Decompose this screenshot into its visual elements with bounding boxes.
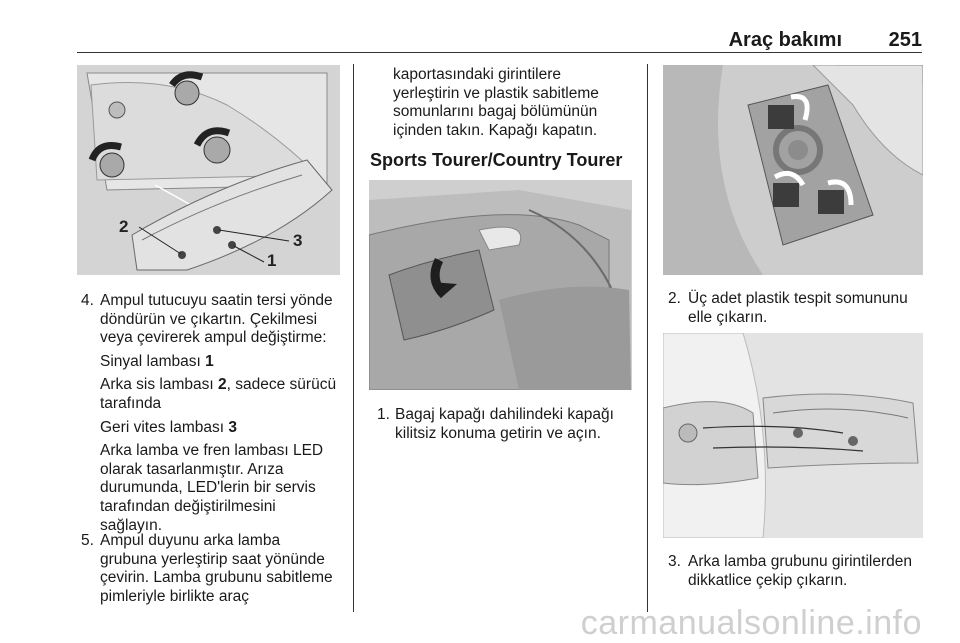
fog-lamp-number: 2 xyxy=(218,376,227,394)
fog-lamp-line: tarafında xyxy=(100,394,162,412)
column-divider-1 xyxy=(353,64,354,612)
figure-plastic-nuts xyxy=(663,65,923,275)
fog-lamp-item xyxy=(100,376,347,395)
step-3-line: Arka lamba grubunu girintilerden xyxy=(688,553,913,570)
step-3-number: 3. xyxy=(668,553,681,570)
reverse-lamp-number: 3 xyxy=(228,418,237,436)
led-note-line: Arka lamba ve fren lambası LED xyxy=(100,442,324,460)
figure-lamp-removal xyxy=(663,333,923,538)
continued-line: somunlarını bagaj bölümünün xyxy=(393,103,598,121)
figure-tailgate-cover xyxy=(369,180,632,390)
callout-2: 2 xyxy=(119,217,129,236)
step-3 xyxy=(663,553,933,590)
step-5-line: Ampul duyunu arka lamba xyxy=(100,532,281,549)
section-heading: Sports Tourer/Country Tourer xyxy=(370,150,623,170)
step-2-number: 2. xyxy=(668,290,681,307)
signal-lamp-number: 1 xyxy=(205,352,214,370)
step-5-continued xyxy=(393,66,643,140)
watermark: carmanualsonline.info xyxy=(580,604,922,642)
signal-lamp-label: Sinyal lambası xyxy=(100,352,206,370)
step-5 xyxy=(77,532,347,606)
header-rule xyxy=(77,52,922,53)
column-divider-2 xyxy=(647,64,648,612)
step-5-line: grubuna yerleştirip saat yönünde xyxy=(100,550,325,568)
step-1 xyxy=(370,406,640,443)
step-2 xyxy=(663,290,933,327)
reverse-lamp-label: Geri vites lambası xyxy=(100,418,229,436)
step-4-line: Ampul tutucuyu saatin tersi yönde xyxy=(100,292,333,309)
led-note-line: durumunda, LED'lerin bir servis xyxy=(100,479,316,497)
step-5-line: çevirin. Lamba grubunu sabitleme xyxy=(100,569,333,587)
step-4-number: 4. xyxy=(81,292,94,309)
step-1-number: 1. xyxy=(377,406,390,423)
step-1-line: Bagaj kapağı dahilindeki kapağı xyxy=(395,406,614,423)
continued-line: kaportasındaki girintilere xyxy=(393,66,562,83)
continued-line: yerleştirin ve plastik sabitleme xyxy=(393,84,599,102)
callout-3: 3 xyxy=(293,231,303,250)
step-2-line: elle çıkarın. xyxy=(688,308,768,326)
led-note-line: tarafından değiştirilmesini xyxy=(100,497,276,515)
step-2-line: Üç adet plastik tespit somununu xyxy=(688,290,908,307)
figure-rear-lamp-bulbs xyxy=(77,65,340,275)
continued-line: içinden takın. Kapağı kapatın. xyxy=(393,121,598,139)
led-note-line: olarak tasarlanmıştır. Arıza xyxy=(100,460,284,478)
step-4-line: döndürün ve çıkartın. Çekilmesi xyxy=(100,310,318,328)
fog-lamp-suffix: , sadece sürücü xyxy=(226,376,337,394)
section-title: Araç bakımı xyxy=(728,29,842,51)
step-1-line: kilitsiz konuma getirin ve açın. xyxy=(395,424,601,442)
step-4-line: veya çevirerek ampul değiştirme: xyxy=(100,329,327,347)
step-5-line: pimleriyle birlikte araç xyxy=(100,587,250,605)
step-5-number: 5. xyxy=(81,532,94,549)
callout-1: 1 xyxy=(267,251,277,270)
reverse-lamp-item xyxy=(100,419,347,438)
signal-lamp-item xyxy=(100,353,347,372)
fog-lamp-label: Arka sis lambası xyxy=(100,376,219,394)
step-3-line: dikkatlice çekip çıkarın. xyxy=(688,571,848,589)
page-number: 251 xyxy=(888,29,922,51)
led-note-line: sağlayın. xyxy=(100,516,163,534)
step-4 xyxy=(77,292,347,535)
